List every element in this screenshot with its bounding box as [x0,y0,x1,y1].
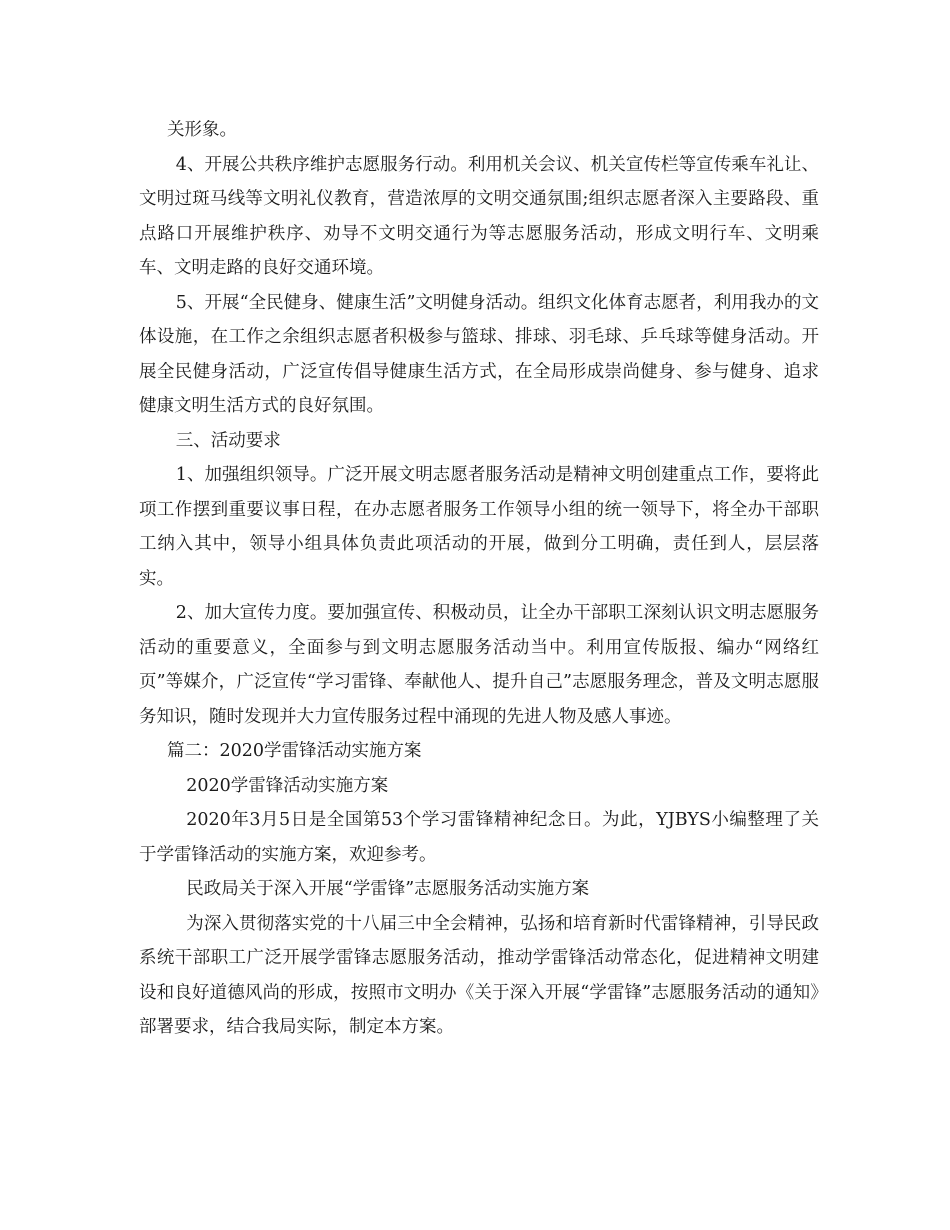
paragraph-requirement-1: 1、加强组织领导。广泛开展文明志愿者服务活动是精神文明创建重点工作，要将此项工作摆到重要议事日程，在办志愿者服务工作领导小组的统一领导下，将全办干部职工纳入其中，领导小组具体负责此项活动的开展，做到分工明确，责任到人，层层落实。 [139,465,819,589]
paragraph-item-5: 5、开展“全民健身、健康生活”文明健身活动。组织文化体育志愿者，利用我办的文体设施，在工作之余组织志愿者积极参与篮球、排球、羽毛球、乒乓球等健身活动。开展全民健身活动，广泛宣传倡导健康生活方式，在全局形成崇尚健身、参与健身、追求健康文明生活方式的良好氛围。 [139,292,819,416]
paragraph-plan-purpose: 为深入贯彻落实党的十八届三中全会精神，弘扬和培育新时代雷锋精神，引导民政系统干部职工广泛开展学雷锋志愿服务活动，推动学雷锋活动常态化，促进精神文明建设和良好道德风尚的形成，按照市文明办《关于深入开展“学雷锋”志愿服务活动的通知》部署要求，结合我局实际，制定本方案。 [139,913,819,1037]
plan-title: 民政局关于深入开展“学雷锋”志愿服务活动实施方案 [186,879,590,899]
section-heading-requirements: 三、活动要求 [175,430,281,451]
chapter-heading: 篇二：2020学雷锋活动实施方案 [167,741,422,761]
paragraph-requirement-2: 2、加大宣传力度。要加强宣传、积极动员，让全办干部职工深刻认识文明志愿服务活动的重要意义，全面参与到文明志愿服务活动当中。利用宣传版报、编办“网络红页”等媒介，广泛宣传“学习雷锋、奉献他人、提升自己”志愿服务理念，普及文明志愿服务知识，随时发现并大力宣传服务过程中涌现的先进人物及感人事迹。 [139,603,819,727]
document-body [139,113,819,1045]
paragraph-item-4: 4、开展公共秩序维护志愿服务行动。利用机关会议、机关宣传栏等宣传乘车礼让、文明过斑马线等文明礼仪教育，营造浓厚的文明交通氛围;组织志愿者深入主要路段、重点路口开展维护秩序、劝导不文明交通行为等志愿服务活动，形成文明行车、文明乘车、文明走路的良好交通环境。 [139,154,819,278]
paragraph-continuation: 关形象。 [167,120,237,140]
paragraph-intro: 2020年3月5日是全国第53个学习雷锋精神纪念日。为此，YJBYS小编整理了关于学雷锋活动的实施方案，欢迎参考。 [139,810,819,865]
document-title: 2020学雷锋活动实施方案 [186,775,389,796]
